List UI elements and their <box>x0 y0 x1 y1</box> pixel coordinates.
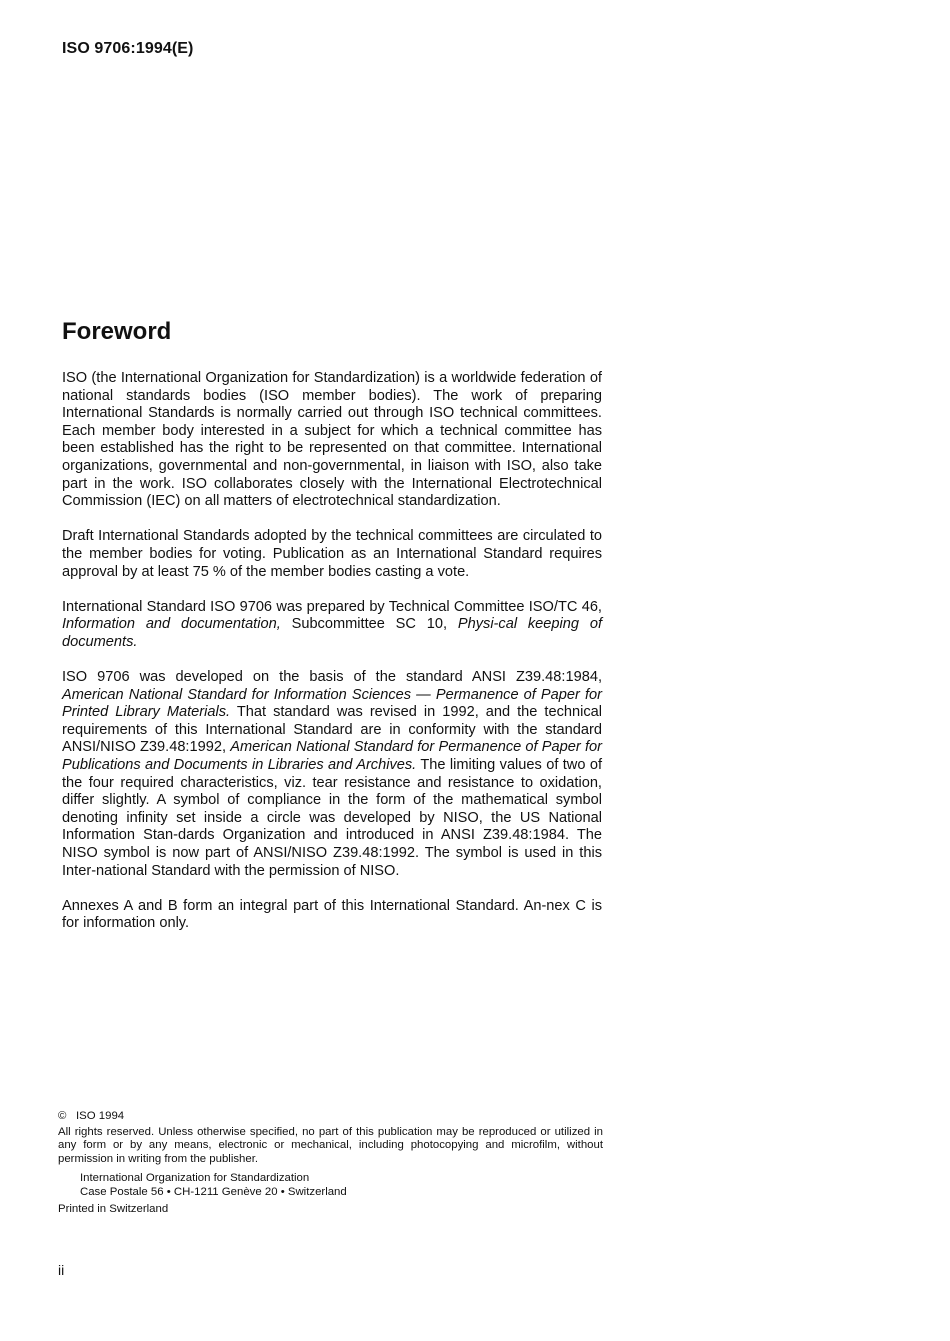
copyright-block <box>58 1110 603 1217</box>
paragraph-annexes: Annexes A and B form an integral part of this International Standard. An-nex C is for information only. <box>62 897 602 932</box>
page-number: ii <box>58 1262 65 1278</box>
publisher-name: International Organization for Standardization <box>80 1172 310 1184</box>
text-run: Subcommittee SC 10, <box>280 616 458 633</box>
paragraph-development <box>62 669 602 880</box>
copyright-line <box>58 1110 603 1124</box>
ansi-1992-title: American National Standard for Permanence of Paper for Publications and Documents in Libraries and Archives. <box>62 739 602 774</box>
paragraph-preparation <box>62 599 602 652</box>
text-run: International Standard ISO 9706 was prepared by Technical Committee ISO/TC 46, <box>62 598 602 615</box>
publisher-address: Case Postale 56 • CH-1211 Genève 20 • Switzerland <box>80 1185 347 1198</box>
subcommittee-title: Physi-cal keeping of documents. <box>62 616 602 650</box>
copyright-year: ISO 1994 <box>76 1110 125 1122</box>
section-title: Foreword <box>62 318 172 345</box>
paragraph-iso-intro: ISO (the International Organization for Standardization) is a worldwide federation of national standards bodies (ISO member bodies). The work of preparing International Standards is normally carried out through ISO technical committees. Each member body interested in a subject for which a technical committee has been established has the right to be represented on that committee. International organizations, governmental and non-governmental, in liaison with ISO, also take part in the work. ISO collaborates closely with the International Electrotechnical Commission (IEC) on all matters of electrotechnical standardization. <box>62 370 602 510</box>
rights-notice: All rights reserved. Unless otherwise specified, no part of this publication may be reproduced or utilized in any form or by any means, electronic or mechanical, including photocopying and microfilm, without permission in writing from the publisher. <box>58 1125 603 1165</box>
text-run: That standard was revised in 1992, and the technical requirements of this International Standard are in conformity with the standard ANSI/NISO Z39.48:1992, <box>62 704 602 756</box>
foreword-body <box>62 370 602 951</box>
text-run: ISO 9706 was developed on the basis of the standard ANSI Z39.48:1984, <box>62 669 602 686</box>
printed-in: Printed in Switzerland <box>58 1203 169 1215</box>
ansi-1984-title: American National Standard for Information Sciences — Permanence of Paper for Printed Library Materials. <box>62 686 602 721</box>
document-identifier: ISO 9706:1994(E) <box>62 40 194 57</box>
text-run: The limiting values of two of the four required characteristics, viz. tear resistance and resistance to oxidation, differ slightly. A symbol of compliance in the form of the mathematical symbol denoting infinity set inside a circle was developed by NISO, the US National Information Stan-dards Organization and introduced in ANSI Z39.48:1984. The NISO symbol is now part of ANSI/NISO Z39.48:1992. The symbol is used in this Inter-national Standard with the permission of NISO. <box>62 757 602 879</box>
paragraph-draft-standards: Draft International Standards adopted by the technical committees are circulated to the member bodies for voting. Publication as an International Standard requires approval by at least 75 % of the member bodies casting a vote. <box>62 528 602 580</box>
copyright-icon: © <box>58 1110 67 1122</box>
committee-title: Information and documentation, <box>62 616 281 633</box>
